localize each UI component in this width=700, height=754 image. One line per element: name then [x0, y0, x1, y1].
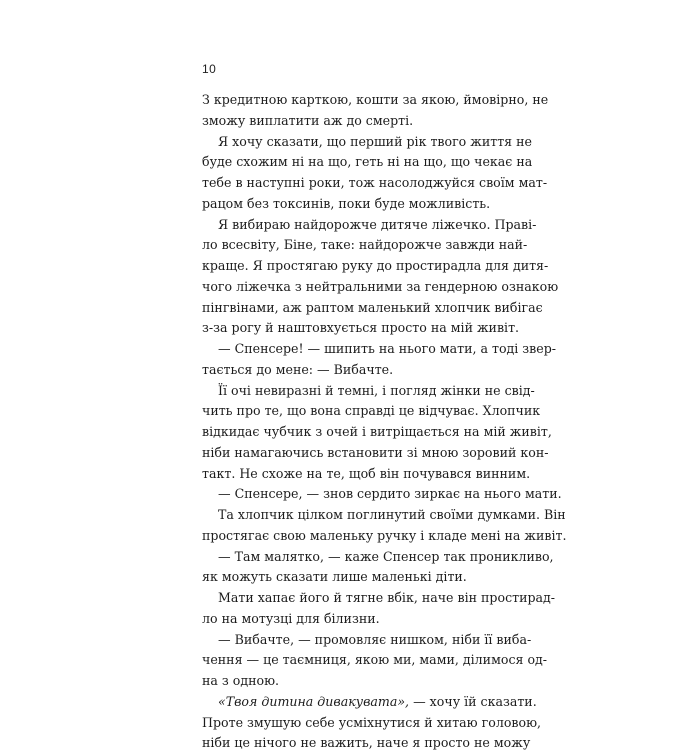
- text-line: як можуть сказати лише маленькі діти.: [202, 569, 467, 585]
- text-line: відкидає чубчик з очей і витріщається на мій живіт,: [202, 424, 552, 439]
- text-line: Я вибираю найдорожче дитяче ліжечко. Праві-: [218, 216, 537, 232]
- text-line: чого ліжечка з нейтральними за гендерною ознакою: [202, 278, 559, 294]
- text-line: такт. Не схоже на те, щоб він почувався винним.: [202, 465, 531, 481]
- text-line: тається до мене: — Вибачте.: [202, 361, 394, 377]
- text-line: з-за рогу й наштовхується просто на мій живіт.: [202, 320, 520, 336]
- italic-quote: «Твоя дитина дивакувата»,: [218, 693, 410, 709]
- body-text: [202, 90, 567, 754]
- text-line: буде схожим ні на що, геть ні на що, що чекає на: [202, 154, 533, 170]
- text-line: пінгвінами, аж раптом маленький хлопчик вибігає: [202, 299, 543, 315]
- text-line: рацом без токсинів, поки буде можливість.: [202, 195, 491, 211]
- text-line: тебе в наступні роки, тож насолоджуйся своїм мат-: [202, 175, 548, 190]
- text-line: Я хочу сказати, що перший рік твого життя не: [218, 133, 532, 149]
- text-line: ло всесвіту, Біне, таке: найдорожче завжди най-: [202, 237, 528, 253]
- text-line: чить про те, що вона справді це відчуває. Хлопчик: [202, 403, 541, 419]
- text-line: — Спенсере! — шипить на нього мати, а тоді звер-: [218, 341, 557, 356]
- text-line: ніби намагаючись встановити зі мною зоровий кон-: [202, 444, 549, 460]
- text-line: чення — це таємниця, якою ми, мами, ділимося од-: [202, 652, 548, 668]
- text-line: — Вибачте, — промовляє нишком, ніби її виба-: [218, 631, 532, 647]
- text-line: краще. Я простягаю руку до простирадла для дитя-: [202, 258, 549, 273]
- text-line: — Там малятко, — каже Спенсер так проникливо,: [218, 548, 554, 564]
- text-line: «Твоя дитина дивакувата», — хочу їй сказати.: [218, 693, 537, 709]
- text-line: ло на мотузці для білизни.: [202, 610, 380, 626]
- text-line: Її очі невиразні й темні, і погляд жінки не свід-: [218, 382, 535, 398]
- text-line: ніби це нічого не важить, наче я просто не можу: [202, 735, 531, 751]
- text-line: Та хлопчик цілком поглинутий своїми думками. Він: [218, 507, 566, 522]
- text-line: — Спенсере, — знов сердито зиркає на нього мати.: [218, 486, 562, 502]
- page-number: 10: [202, 62, 217, 76]
- text-line: З кредитною карткою, кошти за якою, ймовірно, не: [202, 92, 549, 107]
- text-line: на з одною.: [202, 673, 280, 688]
- text-line: зможу виплатити аж до смерті.: [202, 112, 414, 128]
- text-line: простягає свою маленьку ручку і кладе мені на живіт.: [202, 527, 567, 543]
- text-line: Проте змушую себе усміхнутися й хитаю головою,: [202, 714, 542, 730]
- text-line: Мати хапає його й тягне вбік, наче він простирад-: [218, 590, 556, 605]
